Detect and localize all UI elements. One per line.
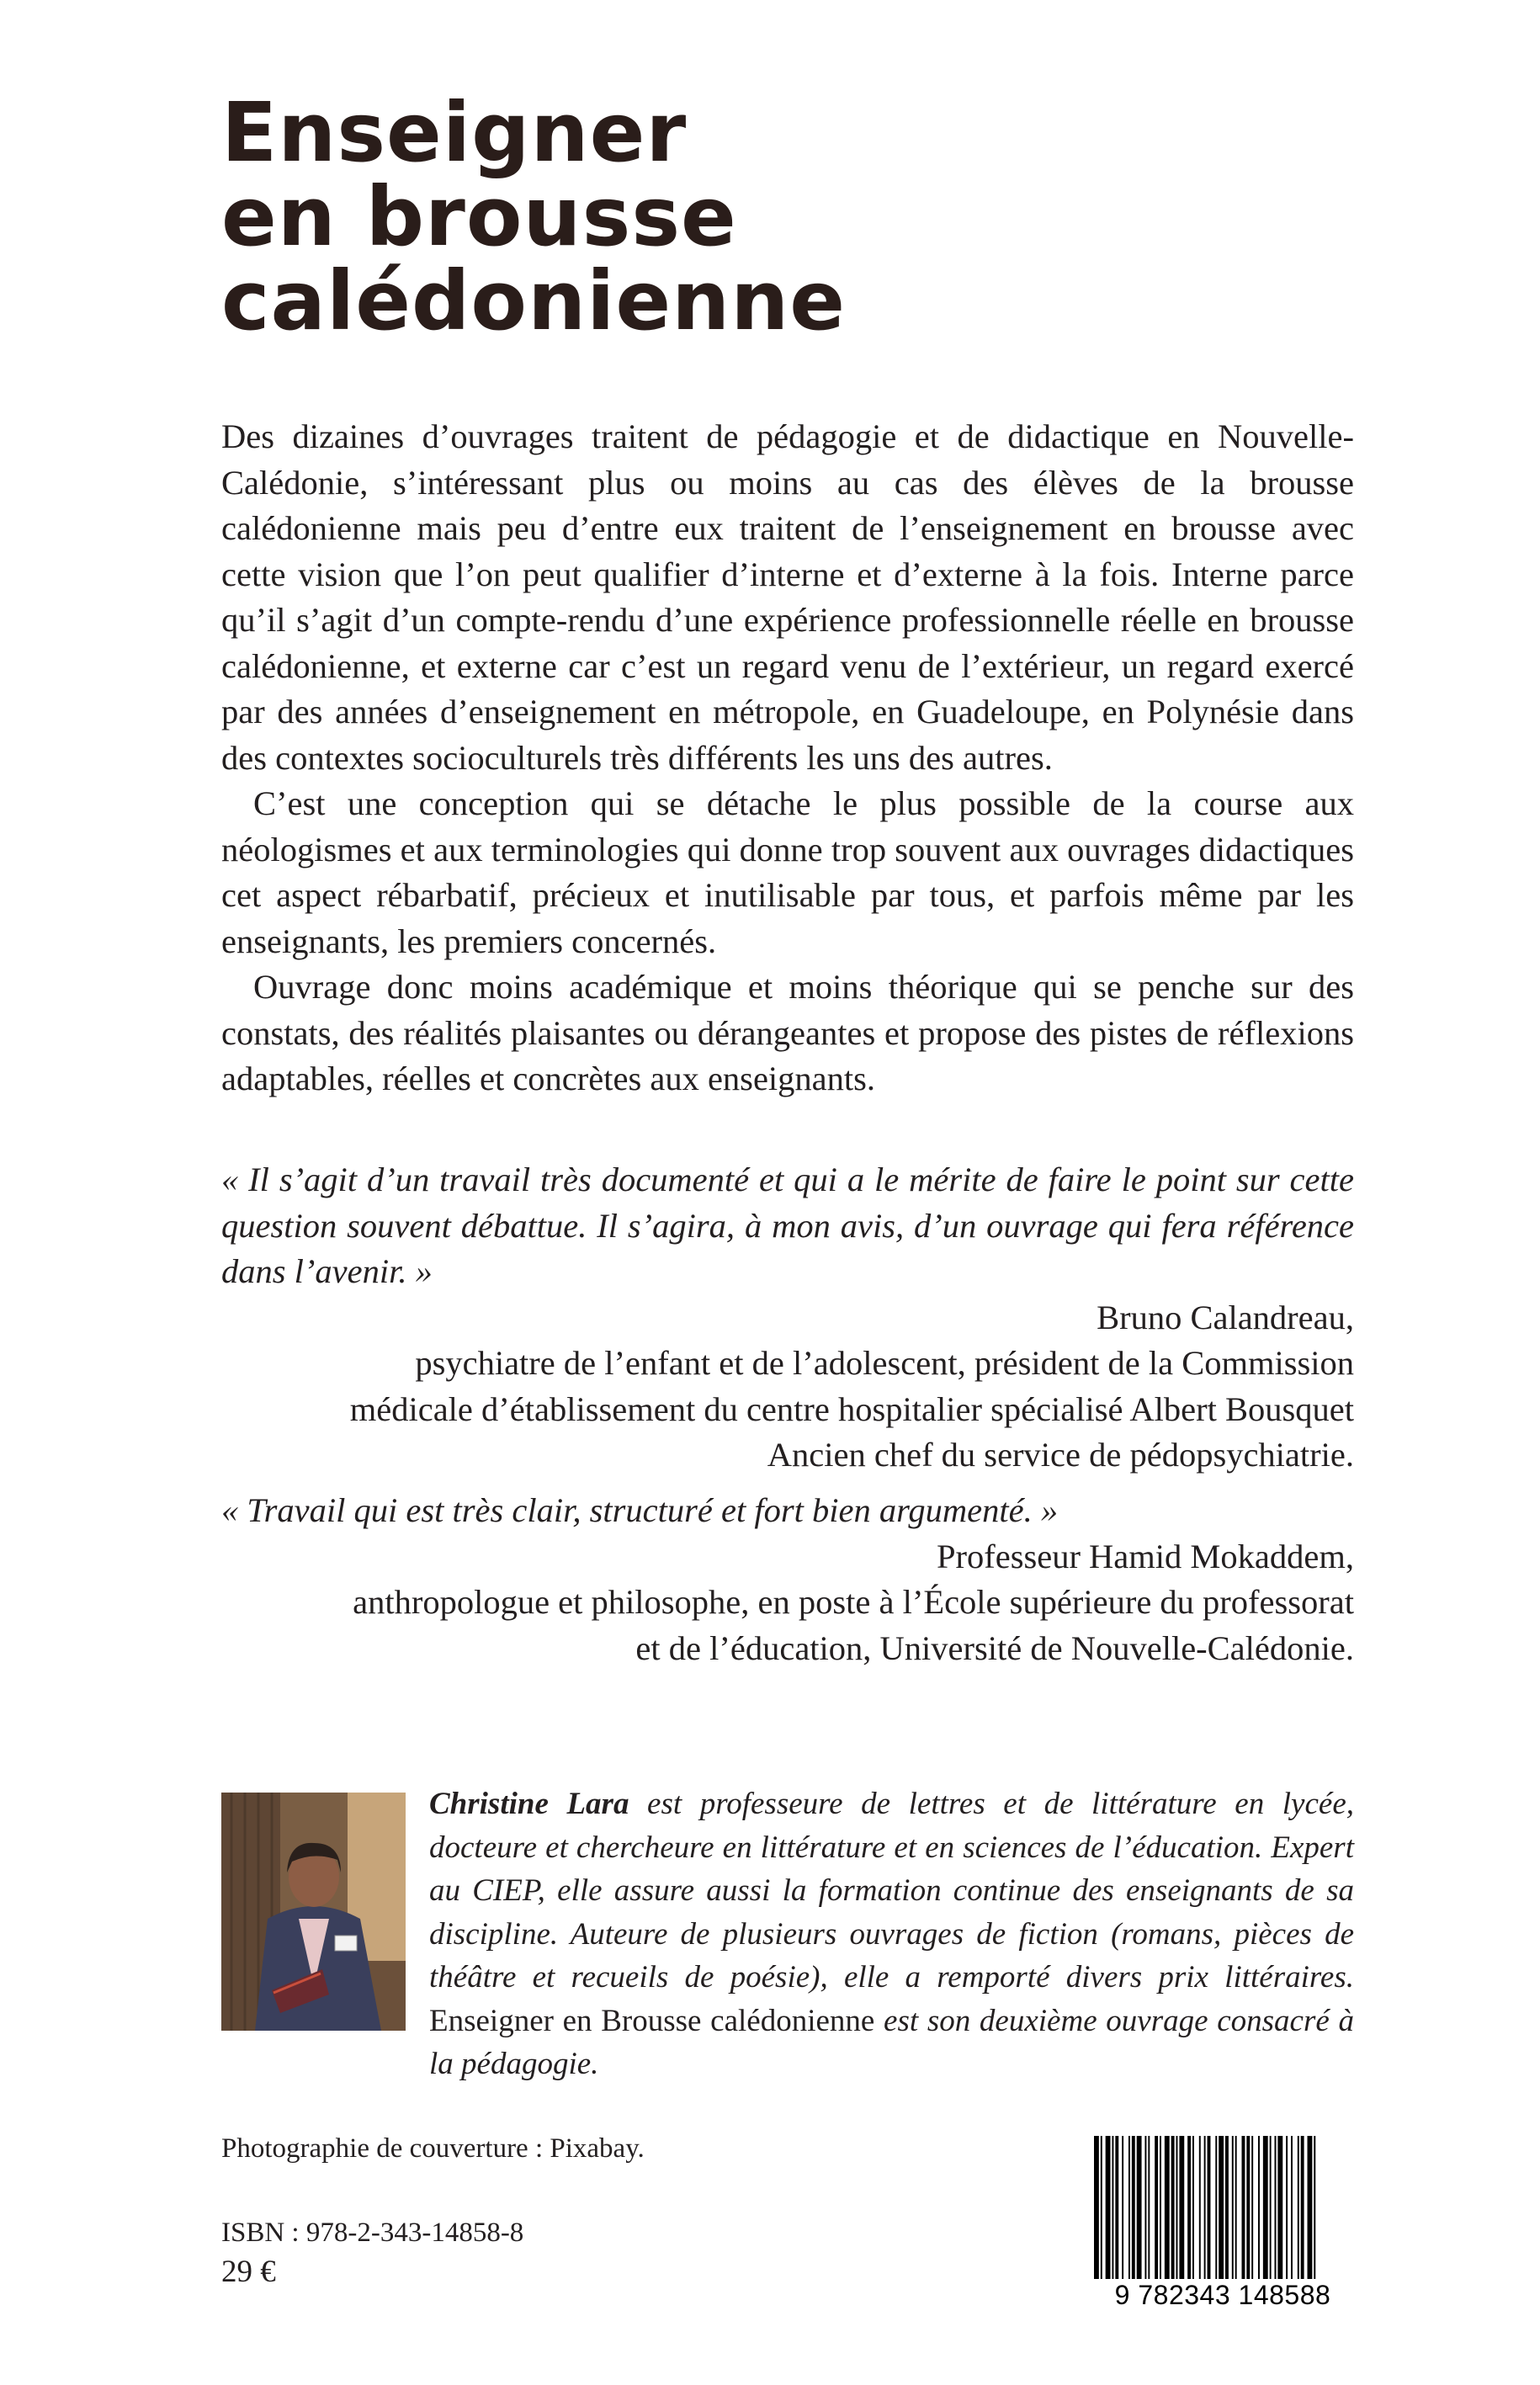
quote-2-name: Professeur Hamid Mokaddem, — [936, 1537, 1354, 1575]
price: 29 € — [221, 2255, 276, 2289]
quote-1-role-2: médicale d’établissement du centre hospitalier spécialisé Albert Bousquet — [349, 1389, 1354, 1428]
review-quote-2 — [221, 1488, 1354, 1671]
barcode-digits: 9 782343 148588 — [1114, 2280, 1331, 2310]
quote-1-name: Bruno Calandreau, — [1097, 1298, 1354, 1336]
quote-2-role-2: et de l’éducation, Université de Nouvelle-Calédonie. — [635, 1628, 1354, 1667]
quote-1-text: « Il s’agit d’un travail très documenté et qui a le mérite de faire le point sur cette question souvent débattue. Il s’agira, à mon avis, d’un ouvrage qui fera référence dans l’avenir. » — [221, 1161, 1354, 1290]
bio-author-name: Christine Lara — [429, 1787, 629, 1821]
title-line-2: en brousse — [221, 169, 737, 264]
quote-2-role-1: anthropologue et philosophe, en poste à l’École supérieure du professorat — [353, 1583, 1354, 1621]
quote-1-role-3: Ancien chef du service de pédopsychiatrie. — [767, 1436, 1354, 1474]
bio-text-2: est son deuxième ouvrage consacré à la pédagogie. — [429, 2003, 1354, 2081]
review-quote-1 — [221, 1157, 1354, 1479]
title-line-3: calédonienne — [221, 253, 847, 348]
blurb-paragraph-2: C’est une conception qui se détache le plus possible de la course aux néologismes et aux terminologies qui donne trop souvent aux ouvrages didactiques cet aspect rébarbatif, précieux et inutilisable par tous, et parfois même par les enseignants, les premiers concernés. — [221, 784, 1354, 960]
quote-2-text: « Travail qui est très clair, structuré et fort bien argumenté. » — [221, 1491, 1059, 1529]
bio-book-title: Enseigner en Brousse calédonienne — [429, 2003, 875, 2038]
author-bio — [429, 1782, 1354, 2086]
photo-credit: Photographie de couverture : Pixabay. — [221, 2133, 645, 2164]
bio-text-1: est professeure de lettres et de littérature en lycée, docteure et chercheure en littérature et en sciences de l’éducation. Expert au CIEP, elle assure aussi la formation continue des enseignants de sa discipline. Auteure de plusieurs ouvrages de fiction (romans, pièces de théâtre et recueils de poésie), elle a remporté divers prix littéraires. — [429, 1787, 1354, 1995]
book-title — [221, 85, 1399, 348]
author-photo — [221, 1793, 406, 2031]
title-line-1: Enseigner — [221, 85, 688, 180]
isbn: ISBN : 978-2-343-14858-8 — [221, 2218, 524, 2248]
blurb-paragraph-1: Des dizaines d’ouvrages traitent de pédagogie et de didactique en Nouvelle-Calédonie, s’intéressant plus ou moins au cas des élèves de la brousse calédonienne mais peu d’entre eux traitent de l’enseignement en brousse avec cette vision que l’on peut qualifier d’interne et d’externe à la fois. Interne parce qu’il s’agit d’un compte-rendu d’une expérience professionnelle réelle en brousse calédonienne, et externe car c’est un regard venu de l’extérieur, un regard exercé par des années d’enseignement en métropole, en Guadeloupe, en Polynésie dans des contextes socioculturels très différents les uns des autres. — [221, 417, 1354, 777]
blurb-paragraph-3: Ouvrage donc moins académique et moins théorique qui se penche sur des constats, des réalités plaisantes ou dérangeantes et propose des pistes de réflexions adaptables, réelles et concrètes aux enseignants. — [221, 968, 1354, 1097]
blurb — [221, 414, 1354, 1102]
quote-1-role-1: psychiatre de l’enfant et de l’adolescent, président de la Commission — [415, 1344, 1354, 1382]
